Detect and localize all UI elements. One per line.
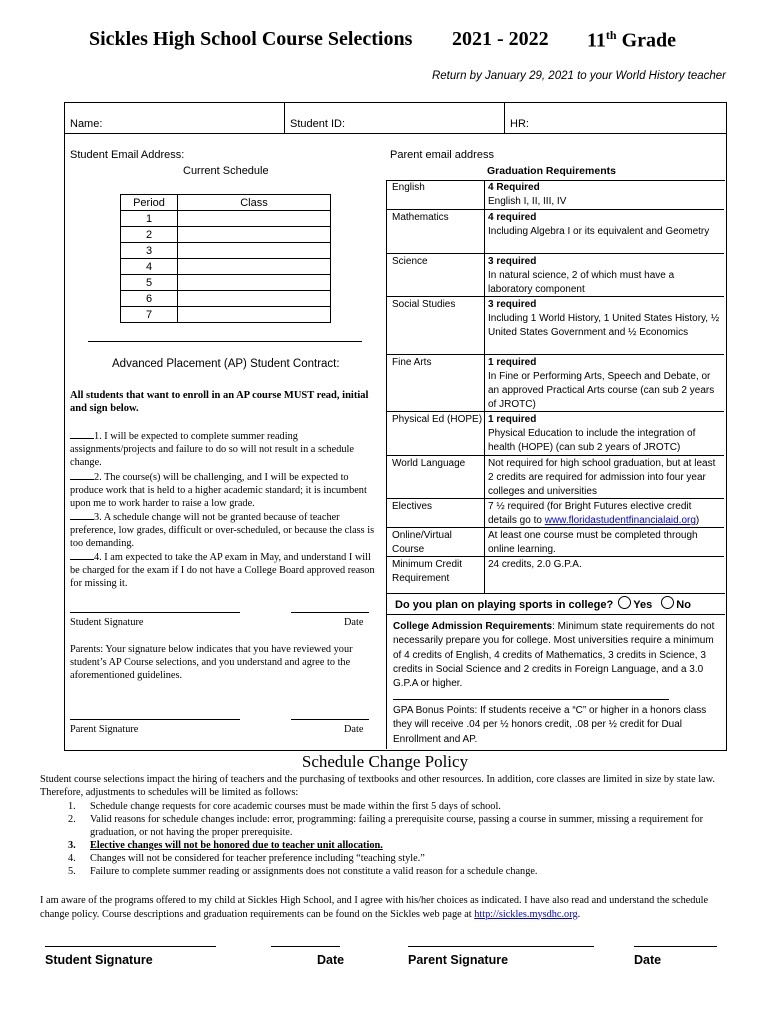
- student-id-field[interactable]: Student ID:: [290, 118, 346, 130]
- student-signature-label[interactable]: Student Signature: [70, 617, 144, 628]
- requirement-cell: 4 required Including Algebra I or its equivalent and Geometry: [488, 212, 710, 237]
- requirement-cell: 3 required Including 1 World History, 1 United States History, ½ United States Government and ½ Economics: [488, 299, 720, 338]
- parent-signature-footer[interactable]: Parent Signature: [408, 953, 509, 967]
- subject-cell: World Language: [392, 458, 466, 469]
- date-footer[interactable]: Date: [317, 953, 345, 967]
- parent-email-field[interactable]: Parent email address: [390, 149, 494, 161]
- sports-question: Do you plan on playing sports in college? Yes No: [395, 596, 691, 611]
- date-footer[interactable]: Date: [634, 953, 662, 967]
- hr-field[interactable]: HR:: [510, 118, 529, 130]
- list-item: 2. Valid reasons for schedule changes include: error, programming: failing a prerequisite course, passing a course in summer, missing a requirement for graduation, or not having the proper prerequisite.: [68, 814, 704, 838]
- requirement-cell: Not required for high school graduation, but at least 2 credits are required for admission into four year colleges and universities: [488, 458, 716, 497]
- sickles-web-link[interactable]: http://sickles.mysdhc.org: [474, 908, 578, 920]
- initial-blank[interactable]: [70, 549, 94, 560]
- requirement-cell: 4 Required English I, II, III, IV: [488, 182, 567, 207]
- class-cell[interactable]: [178, 259, 331, 275]
- class-cell[interactable]: [178, 227, 331, 243]
- initial-blank[interactable]: [70, 469, 94, 480]
- requirement-cell: 24 credits, 2.0 G.P.A.: [488, 559, 582, 570]
- school-years: 2021 - 2022: [452, 28, 549, 50]
- table-row: [386, 354, 724, 412]
- period-header: Period: [121, 195, 178, 211]
- policy-title: Schedule Change Policy: [301, 752, 469, 771]
- initial-blank[interactable]: [70, 509, 94, 520]
- table-row: 2: [121, 227, 331, 243]
- title-text: Sickles High School Course Selections: [89, 28, 413, 50]
- class-cell[interactable]: [178, 211, 331, 227]
- list-item: 5. Failure to complete summer reading or assignments does not constitute a valid reason for a schedule change.: [68, 866, 538, 877]
- student-signature-footer[interactable]: Student Signature: [45, 953, 153, 967]
- initial-blank[interactable]: [70, 428, 94, 439]
- table-row: [386, 527, 724, 557]
- date-label[interactable]: Date: [344, 724, 364, 735]
- class-header: Class: [178, 195, 331, 211]
- list-item: 3. Elective changes will not be honored due to teacher unit allocation.: [68, 840, 383, 851]
- class-cell[interactable]: [178, 307, 331, 323]
- class-cell[interactable]: [178, 291, 331, 307]
- awareness-statement: I am aware of the programs offered to my child at Sickles High School, and I agree with his/her choices as indicated. I have also read and understand the schedule change policy. Course descriptions and graduation requirements can be found on the Sickles web page at http://sickles.mysdhc.org.: [40, 895, 709, 920]
- requirement-cell: 1 required In Fine or Performing Arts, Speech and Debate, or an approved Practical Arts course (can sub 2 years of JROTC): [488, 357, 715, 410]
- ap-item-2: 2. The course(s) will be challenging, and I will be expected to produce work that is held to a higher academic standard; it is incumbent upon me to work harder to raise a low grade.: [70, 469, 378, 510]
- grade-label: 11th Grade: [587, 28, 677, 52]
- ap-item-1: 1. I will be expected to complete summer reading assignments/projects and failure to do so will not result in a schedule change.: [70, 428, 378, 469]
- table-row: 6: [121, 291, 331, 307]
- subject-cell: Physical Ed (HOPE): [392, 414, 483, 425]
- student-email-field[interactable]: Student Email Address:: [70, 149, 185, 161]
- requirement-cell: At least one course must be completed through online learning.: [488, 530, 698, 555]
- table-row: [386, 296, 724, 355]
- class-cell[interactable]: [178, 243, 331, 259]
- financial-aid-link[interactable]: www.floridastudentfinancialaid.org: [544, 515, 696, 526]
- requirement-cell: 3 required In natural science, 2 of which must have a laboratory component: [488, 256, 675, 295]
- parents-note: Parents: Your signature below indicates that you have reviewed your student’s AP Course selections, and you understand and agree to the aforementioned guidelines.: [70, 644, 353, 681]
- table-row: [386, 411, 724, 456]
- current-schedule-title: Current Schedule: [183, 165, 269, 177]
- table-row: [386, 180, 724, 209]
- college-requirements: College Admission Requirements: Minimum state requirements do not necessarily prepare you for college. Most universities require a minimum of 4 credits of English, 4 credits of Mathematics, 3 credits in Science, 3 credits in Social Science and 2 credits in Foreign Language, and a 3.0 G.P.A or higher.: [393, 621, 715, 690]
- requirement-cell: 1 required Physical Education to include the integration of health (HOPE) (can sub 2 years of JROTC): [488, 414, 696, 453]
- policy-intro: Student course selections impact the hiring of teachers and the purchasing of textbooks and other resources. In addition, core classes are limited in size by state law. Therefore, adjustments to schedules will be limited as follows:: [40, 774, 715, 798]
- subject-cell: Social Studies: [392, 299, 456, 310]
- gpa-bonus: GPA Bonus Points: If students receive a “C” or higher in a honors class they will receive .04 per ½ honors credit, .08 per ½ credit for Dual Enrollment and AP.: [393, 705, 707, 745]
- ap-contract-title: Advanced Placement (AP) Student Contract:: [112, 358, 340, 370]
- table-row: 1: [121, 211, 331, 227]
- no-radio[interactable]: [661, 596, 674, 609]
- class-cell[interactable]: [178, 275, 331, 291]
- subject-cell: English: [392, 182, 425, 193]
- parent-signature-label[interactable]: Parent Signature: [70, 724, 139, 735]
- subject-cell: Fine Arts: [392, 357, 432, 368]
- table-row: [386, 556, 724, 594]
- subject-cell: Mathematics: [392, 212, 449, 223]
- ap-intro: All students that want to enroll in an AP course MUST read, initial and sign below.: [70, 390, 369, 414]
- table-row: [386, 498, 724, 528]
- policy-list: [40, 800, 734, 878]
- subject-cell: Science: [392, 256, 428, 267]
- subject-cell: Minimum Credit Requirement: [392, 559, 463, 584]
- list-item: 4. Changes will not be considered for teacher preference including “teaching style.”: [68, 853, 425, 864]
- table-row: [386, 253, 724, 297]
- table-row: 7: [121, 307, 331, 323]
- table-row: [386, 209, 724, 254]
- table-row: 4: [121, 259, 331, 275]
- ap-item-3: 3. A schedule change will not be granted because of teacher preference, low grades, difficult or over-scheduled, or because the class is too demanding.: [70, 509, 378, 550]
- divider: [88, 341, 362, 342]
- graduation-title: Graduation Requirements: [487, 165, 616, 177]
- table-row: [386, 455, 724, 499]
- ap-item-4: 4. I am expected to take the AP exam in May, and understand I will be charged for the exam if I do not have a College Board approved reason for missing it.: [70, 549, 380, 590]
- subject-cell: Electives: [392, 501, 433, 512]
- return-note: Return by January 29, 2021 to your World History teacher: [431, 70, 726, 82]
- subject-cell: Online/Virtual Course: [392, 530, 452, 555]
- name-field[interactable]: Name:: [70, 118, 103, 130]
- list-item: 1. Schedule change requests for core academic courses must be made within the first 5 days of school.: [68, 801, 501, 812]
- requirement-cell: 7 ½ required (for Bright Futures elective credit details go to www.floridastudentfinancialaid.org): [488, 501, 700, 526]
- table-row: 3: [121, 243, 331, 259]
- date-label[interactable]: Date: [344, 617, 364, 628]
- schedule-table: [120, 194, 331, 323]
- table-row: 5: [121, 275, 331, 291]
- yes-radio[interactable]: [618, 596, 631, 609]
